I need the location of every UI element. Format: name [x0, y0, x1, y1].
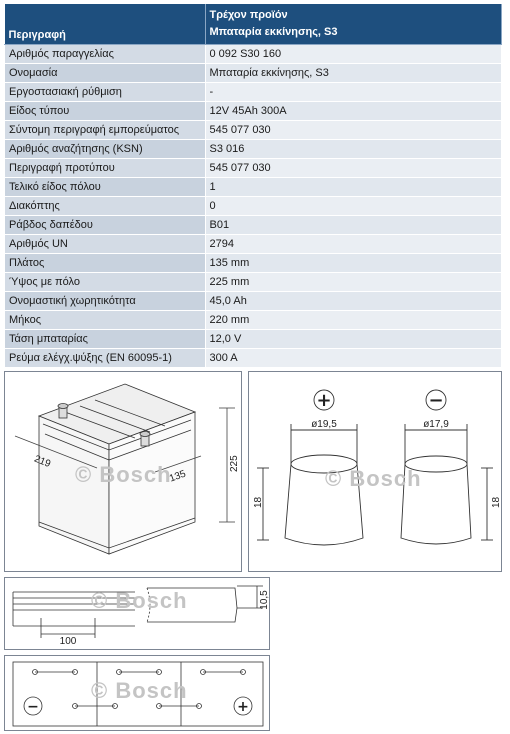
base-profile-drawing	[4, 577, 270, 650]
terminal-dimension-drawing	[248, 371, 502, 572]
spec-label: Ονομασία	[5, 64, 206, 83]
spec-value: 0 092 S30 160	[205, 45, 502, 64]
spec-label: Ρεύμα ελέγχ.ψύξης (EN 60095-1)	[5, 349, 206, 368]
spec-value: 12,0 V	[205, 330, 502, 349]
spec-value: 12V 45Ah 300A	[205, 102, 502, 121]
spec-label: Είδος τύπου	[5, 102, 206, 121]
table-row	[5, 83, 502, 102]
spec-label: Ράβδος δαπέδου	[5, 216, 206, 235]
spec-value: 2794	[205, 235, 502, 254]
battery-dimension-drawing	[4, 371, 242, 572]
table-row	[5, 178, 502, 197]
cell-layout-drawing	[4, 655, 270, 731]
battery-height-label: 225	[229, 455, 240, 472]
table-row	[5, 159, 502, 178]
spec-label: Ονομαστική χωρητικότητα	[5, 292, 206, 311]
table-row	[5, 292, 502, 311]
spec-label: Σύντομη περιγραφή εμπορεύματος	[5, 121, 206, 140]
spec-label: Αριθμός αναζήτησης (KSN)	[5, 140, 206, 159]
spec-value: 220 mm	[205, 311, 502, 330]
spec-value: 545 077 030	[205, 159, 502, 178]
table-row	[5, 45, 502, 64]
table-row	[5, 197, 502, 216]
battery-length-label: 219	[32, 453, 53, 471]
table-row	[5, 349, 502, 368]
table-row	[5, 64, 502, 83]
spec-value: Μπαταρία εκκίνησης, S3	[205, 64, 502, 83]
spec-value: -	[205, 83, 502, 102]
spec-label: Μήκος	[5, 311, 206, 330]
header-product-name: Μπαταρία εκκίνησης, S3	[209, 26, 338, 38]
spec-value: 1	[205, 178, 502, 197]
table-row	[5, 254, 502, 273]
watermark-bosch: © Bosch	[91, 588, 188, 613]
spec-value: 545 077 030	[205, 121, 502, 140]
table-row	[5, 216, 502, 235]
table-row	[5, 235, 502, 254]
spec-value: 45,0 Ah	[205, 292, 502, 311]
minus-symbol-icon: −	[428, 390, 444, 411]
base-height-label: 10,5	[259, 590, 270, 610]
layout-plus-icon: +	[237, 699, 249, 715]
table-row	[5, 273, 502, 292]
watermark-bosch: © Bosch	[325, 466, 422, 491]
minus-diameter-label: ø17,9	[423, 419, 449, 430]
table-row	[5, 330, 502, 349]
spec-value: 135 mm	[205, 254, 502, 273]
product-spec-table	[4, 4, 502, 368]
layout-minus-icon: −	[27, 699, 39, 715]
plus-height-label: 18	[253, 496, 264, 508]
spec-value: 300 A	[205, 349, 502, 368]
spec-label: Αριθμός UN	[5, 235, 206, 254]
table-row	[5, 121, 502, 140]
minus-height-label: 18	[491, 496, 502, 508]
spec-value: S3 016	[205, 140, 502, 159]
spec-value: 0	[205, 197, 502, 216]
spec-label: Διακόπτης	[5, 197, 206, 216]
table-row	[5, 311, 502, 330]
plus-diameter-label: ø19,5	[311, 419, 337, 430]
spec-value: 225 mm	[205, 273, 502, 292]
header-current-product	[205, 4, 502, 45]
base-width-label: 100	[59, 636, 77, 647]
plus-symbol-icon: +	[316, 390, 332, 411]
table-row	[5, 140, 502, 159]
spec-label: Αριθμός παραγγελίας	[5, 45, 206, 64]
spec-label: Εργοστασιακή ρύθμιση	[5, 83, 206, 102]
table-row	[5, 102, 502, 121]
spec-label: Τάση μπαταρίας	[5, 330, 206, 349]
spec-label: Τελικό είδος πόλου	[5, 178, 206, 197]
battery-width-label: 135	[167, 468, 188, 485]
header-current-product-title: Τρέχον προϊόν	[209, 9, 288, 21]
spec-value: B01	[205, 216, 502, 235]
spec-label: Πλάτος	[5, 254, 206, 273]
watermark-bosch: © Bosch	[91, 678, 188, 703]
watermark-bosch: © Bosch	[75, 462, 172, 487]
header-description: Περιγραφή	[5, 4, 206, 45]
spec-label: Ύψος με πόλο	[5, 273, 206, 292]
spec-label: Περιγραφή προτύπου	[5, 159, 206, 178]
